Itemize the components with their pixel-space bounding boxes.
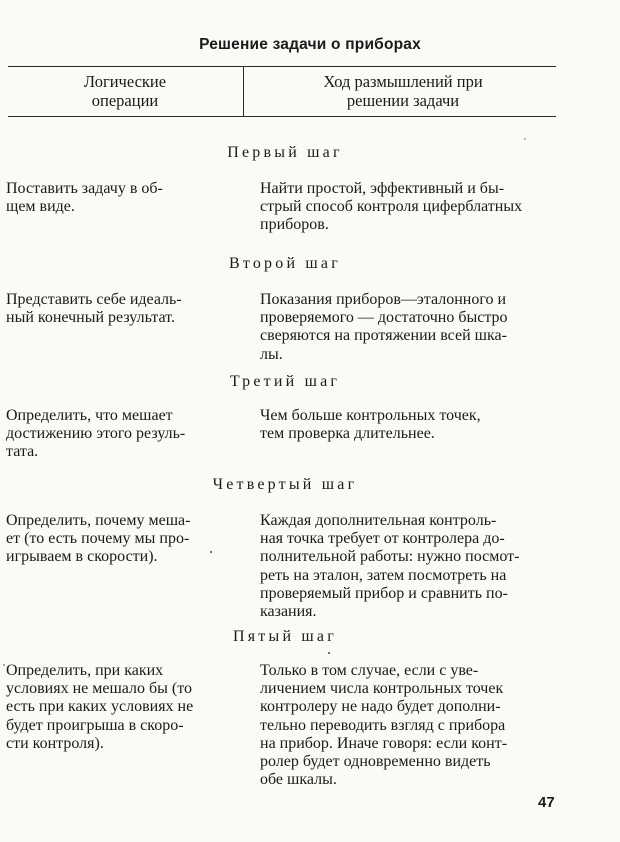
- step-3-reasoning: Чем больше контрольных точек, тем проверка длительнее.: [260, 407, 481, 443]
- step-5-operation: Определить, при каких условиях не мешало бы (то есть при каких условиях не будет проигрыша в скоро- сти контроля).: [6, 662, 194, 752]
- step-2-heading: Второй шаг: [229, 255, 341, 272]
- step-1-heading: Первый шаг: [227, 144, 343, 161]
- step-4-heading: Четвертый шаг: [212, 476, 358, 493]
- step-3-operation: Определить, что мешает достижению этого резуль- тата.: [6, 407, 186, 461]
- header-bottom-rule: [8, 116, 556, 117]
- header-top-rule: [8, 66, 556, 67]
- step-1-operation: Поставить задачу в об- щем виде.: [6, 180, 163, 216]
- scan-speck: [3, 664, 5, 666]
- step-2-reasoning: Показания приборов—эталонного и проверяемого — достаточно быстро сверяются на протяжении всей шка- лы.: [260, 291, 508, 363]
- step-5-heading: Пятый шаг: [232, 628, 337, 645]
- header-column-divider: [243, 66, 244, 116]
- column-header-reasoning: Ход размышлений при решении задачи: [323, 72, 483, 110]
- step-3-heading: Третий шаг: [229, 373, 341, 390]
- step-4-operation: Определить, почему меша- ет (то есть почему мы про- игрываем в скорости).: [6, 512, 191, 566]
- scan-speck: [524, 138, 526, 140]
- column-header-logical-operations: Логические операции: [83, 72, 167, 110]
- page-title: Решение задачи о приборах: [199, 36, 421, 53]
- scan-speck: [328, 652, 330, 654]
- step-2-operation: Представить себе идеаль- ный конечный результат.: [6, 291, 182, 327]
- step-5-reasoning: Только в том случае, если с уве- личением числа контрольных точек контролеру не надо будет дополни- тельно переводить взгляд с прибора на прибор. Иначе говоря: если конт- ролер будет одновременно видеть обе шкалы.: [260, 662, 508, 789]
- page-number: 47: [538, 794, 555, 811]
- step-1-reasoning: Найти простой, эффективный и бы- стрый способ контроля циферблатных приборов.: [260, 180, 523, 234]
- step-4-reasoning: Каждая дополнительная контроль- ная точка требует от контролера до- полнительной работы: нужно посмот- реть на эталон, затем посмотреть на проверяемый прибор и сравнить по- казания.: [260, 512, 520, 621]
- scan-speck: [210, 551, 212, 553]
